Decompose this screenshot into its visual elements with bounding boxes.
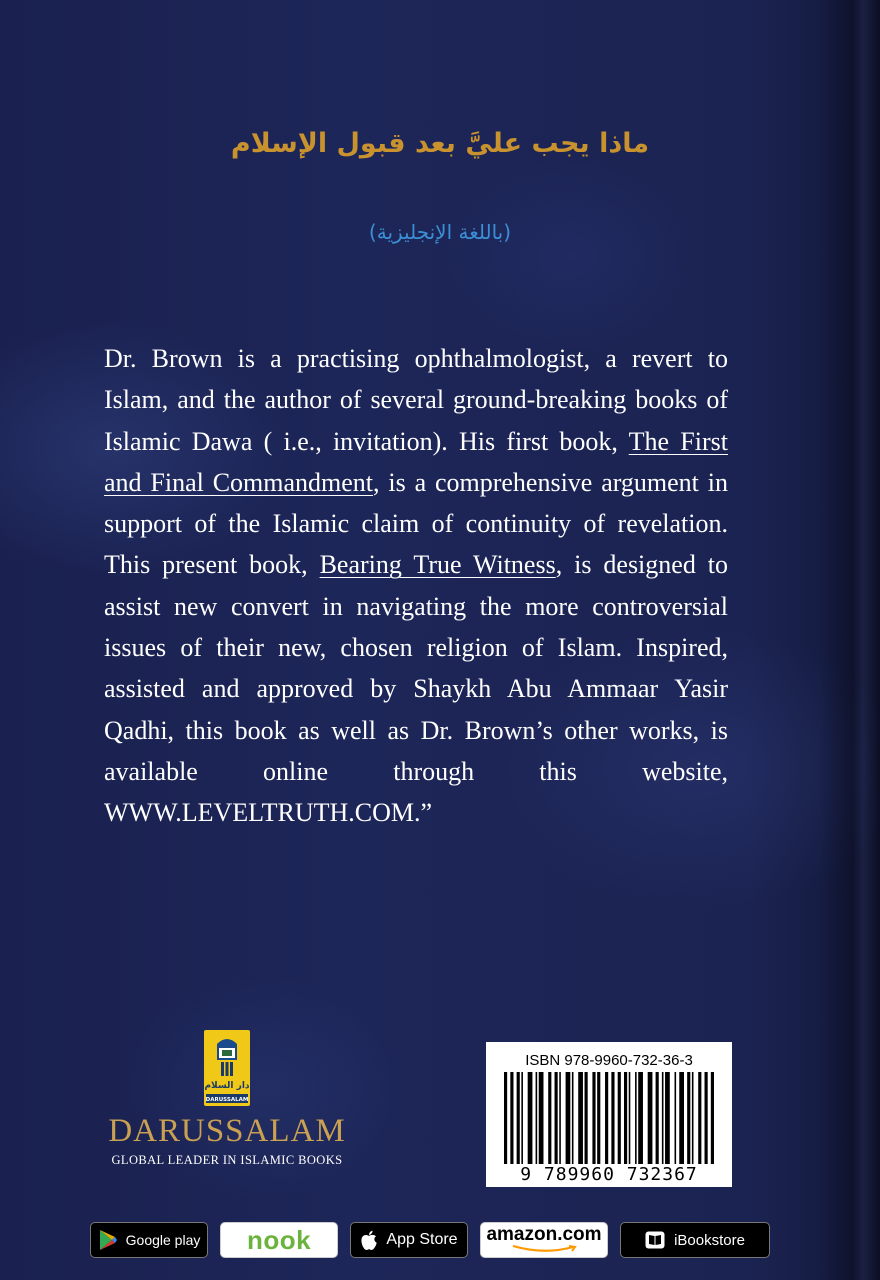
amazon-label: amazon.com xyxy=(486,1224,602,1245)
barcode-bar xyxy=(566,1072,571,1164)
book-title-bearing-true-witness: Bearing True Witness xyxy=(319,550,556,580)
arabic-title: ماذا يجب عليَّ بعد قبول الإسلام xyxy=(230,128,650,159)
google-play-icon xyxy=(98,1229,118,1251)
barcode-bar xyxy=(705,1072,708,1164)
barcode-digits: 9 789960 732367 xyxy=(520,1164,698,1185)
ibookstore-label: iBookstore xyxy=(674,1231,745,1249)
barcode-bar xyxy=(585,1072,588,1164)
barcode-bar xyxy=(559,1072,561,1164)
isbn-number: ISBN 978-9960-732-36-3 xyxy=(525,1052,693,1069)
barcode-bar xyxy=(656,1072,659,1164)
barcode-bar xyxy=(510,1072,513,1164)
apple-icon xyxy=(360,1230,378,1251)
barcode-bar xyxy=(679,1072,684,1164)
barcode-bar xyxy=(687,1072,690,1164)
barcode-bar xyxy=(638,1072,643,1164)
barcode-bar xyxy=(711,1072,714,1164)
barcode-bar xyxy=(605,1072,608,1164)
barcode-bar xyxy=(662,1072,664,1164)
app-store-badge[interactable] xyxy=(350,1222,468,1258)
spine-edge xyxy=(820,0,880,1280)
publisher-name: DARUSSALAM xyxy=(108,1113,346,1149)
barcode-bar xyxy=(635,1072,637,1164)
amazon-smile-icon xyxy=(509,1245,579,1253)
barcode-bar xyxy=(521,1072,523,1164)
darussalam-logo-graphic xyxy=(204,1030,250,1106)
arabic-subtitle: (باللغة الإنجليزية) xyxy=(368,220,512,244)
barcode-bar xyxy=(504,1072,507,1164)
barcode-bar xyxy=(692,1072,694,1164)
nook-label: nook xyxy=(246,1224,312,1255)
barcode-bar xyxy=(548,1072,551,1164)
app-store-label: App Store xyxy=(386,1231,458,1248)
publisher-tagline: GLOBAL LEADER IN ISLAMIC BOOKS xyxy=(111,1153,343,1167)
nook-badge[interactable] xyxy=(220,1222,338,1258)
google-play-badge[interactable] xyxy=(90,1222,208,1258)
barcode-bar xyxy=(528,1072,533,1164)
barcode-bar xyxy=(555,1072,558,1164)
barcode-bar xyxy=(665,1072,670,1164)
description-text: , is designed to assist new convert in navigating the more controversial issues of their new, chosen religion of Islam. Inspired, assisted and approved by Shaykh Abu Ammaar Yasir Qadhi, this book as well as Dr. Brown’s other works, is available online through this website, WWW.LEVELTRUTH.COM.” xyxy=(104,550,728,828)
barcode-bar xyxy=(539,1072,544,1164)
barcode-bar xyxy=(597,1072,600,1164)
barcode-bar xyxy=(675,1072,677,1164)
ibooks-icon xyxy=(645,1231,665,1249)
barcode-bar xyxy=(536,1072,538,1164)
description-text: Dr. Brown is a practising ophthalmologist, a revert to Islam, and the author of several ground-breaking books of Islamic Dawa ( i.e., invitation). His first book, xyxy=(104,344,728,456)
barcode-bar xyxy=(592,1072,595,1164)
barcode-bar xyxy=(572,1072,574,1164)
ibookstore-badge[interactable] xyxy=(620,1222,770,1258)
book-description xyxy=(104,338,728,834)
logo-arabic-text: دار السلام xyxy=(204,1081,250,1091)
barcode-bar xyxy=(517,1072,520,1164)
barcode-bar xyxy=(611,1072,614,1164)
barcode-bar xyxy=(624,1072,627,1164)
barcode-bar xyxy=(578,1072,583,1164)
book-title-first-and-final-commandment: The First and Final Commandment xyxy=(104,426,728,497)
google-play-label: Google play xyxy=(125,1232,201,1248)
darussalam-logo-icon xyxy=(204,1030,250,1106)
barcode-bar xyxy=(629,1072,631,1164)
barcode-bar xyxy=(648,1072,653,1164)
description-text: , is a comprehensive argument in support of the Islamic claim of continuity of revelation. This present book, xyxy=(104,467,728,580)
barcode-bar xyxy=(698,1072,701,1164)
barcode-bar xyxy=(618,1072,621,1164)
amazon-badge[interactable] xyxy=(480,1222,608,1258)
logo-latin-text: DARUSSALAM xyxy=(205,1097,249,1103)
